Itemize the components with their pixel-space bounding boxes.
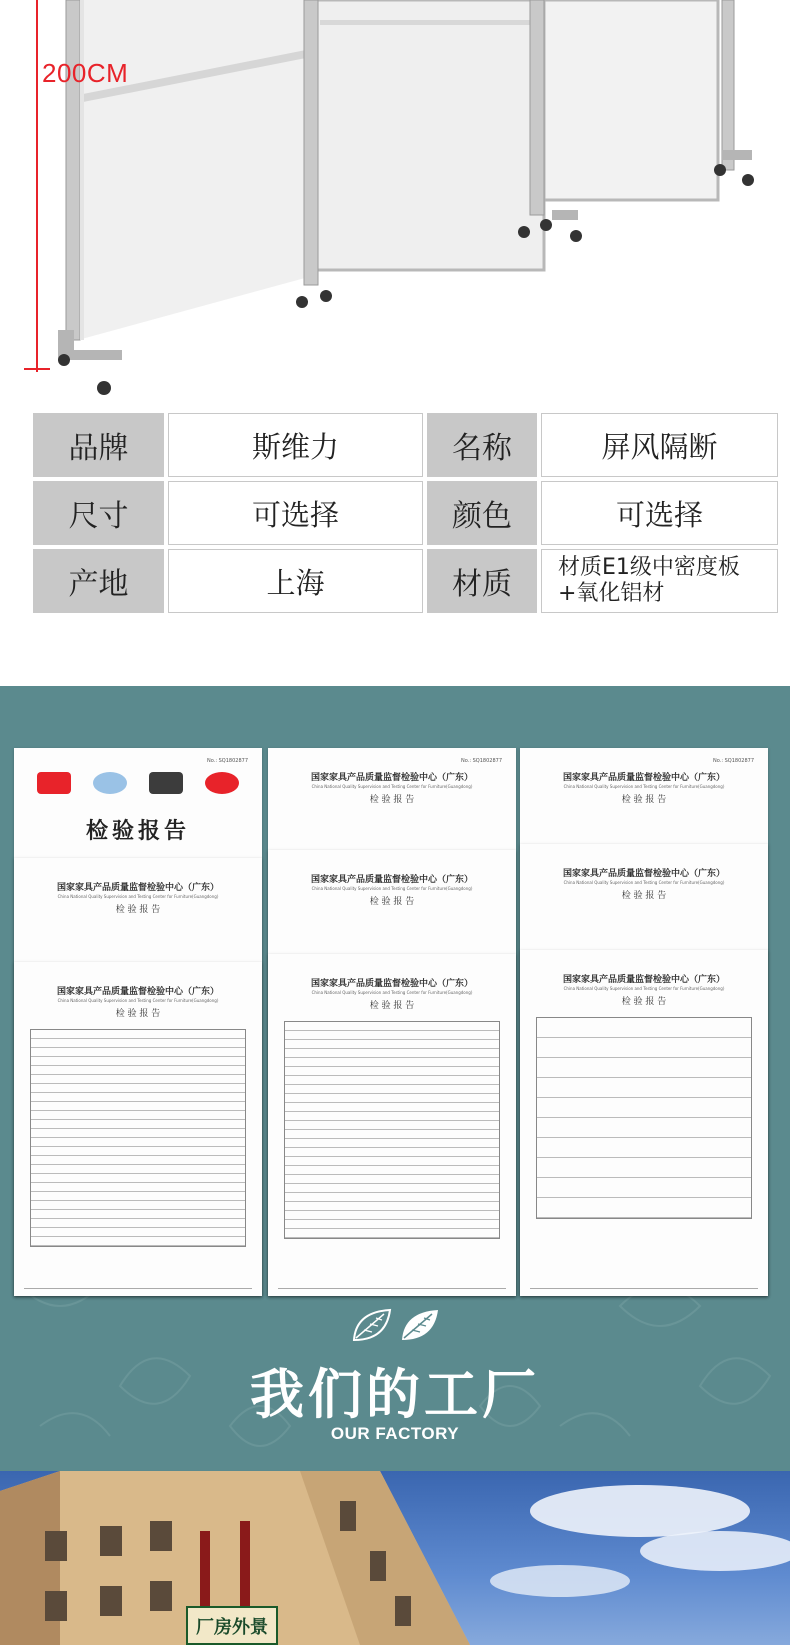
report-subtitle: 检 验 报 告 — [115, 1009, 161, 1019]
certificate-column-2 — [268, 748, 516, 1296]
factory-building-illustration — [0, 1471, 790, 1645]
report-header-en: China National Quality Supervision and Testing Center for Furniture(Guangdong) — [57, 894, 219, 899]
factory-title: 我们的工厂 — [250, 1363, 540, 1426]
report-header-en: China National Quality Supervision and Testing Center for Furniture(Guangdong) — [311, 886, 473, 891]
report-subtitle: 检 验 报 告 — [115, 905, 161, 915]
report-number: No.: SQ1802877 — [461, 758, 502, 764]
photo-caption: 厂房外景 — [186, 1606, 278, 1645]
report-header-en: China National Quality Supervision and Testing Center for Furniture(Guangdong) — [311, 784, 473, 789]
report-subtitle: 检 验 报 告 — [621, 795, 667, 805]
report-page — [268, 954, 516, 1296]
report-header: 国家家具产品质量监督检验中心（广东） — [310, 979, 473, 989]
spec-row — [33, 549, 778, 613]
cma-logo-icon — [37, 772, 71, 794]
report-header-en: China National Quality Supervision and Testing Center for Furniture(Guangdong) — [311, 990, 473, 995]
spec-key: 品牌 — [33, 413, 164, 477]
cover-title: 检验报告 — [85, 818, 190, 844]
spec-value: 屏风隔断 — [541, 413, 778, 477]
certificate-column-1 — [14, 748, 262, 1296]
cal-logo-icon — [205, 772, 239, 794]
report-subtitle: 检 验 报 告 — [369, 795, 415, 805]
report-header: 国家家具产品质量监督检验中心（广东） — [562, 975, 725, 985]
report-subtitle: 检 验 报 告 — [369, 1001, 415, 1011]
spec-table — [33, 413, 778, 617]
report-table — [536, 1017, 752, 1219]
report-header-en: China National Quality Supervision and Testing Center for Furniture(Guangdong) — [57, 998, 219, 1003]
report-subtitle: 检 验 报 告 — [621, 891, 667, 901]
leaf-icon — [350, 1306, 394, 1346]
spec-value: 可选择 — [541, 481, 778, 545]
report-header-en: China National Quality Supervision and Testing Center for Furniture(Guangdong) — [563, 880, 725, 885]
report-subtitle: 检 验 报 告 — [369, 897, 415, 907]
report-header: 国家家具产品质量监督检验中心（广东） — [310, 875, 473, 885]
dimension-label: 200CM — [42, 58, 129, 88]
report-header: 国家家具产品质量监督检验中心（广东） — [56, 883, 219, 893]
leaf-icon — [398, 1306, 442, 1346]
dimension-line — [36, 0, 38, 372]
spec-key: 材质 — [427, 549, 537, 613]
report-header-en: China National Quality Supervision and Testing Center for Furniture(Guangdong) — [563, 784, 725, 789]
factory-subtitle: OUR FACTORY — [330, 1424, 460, 1443]
report-header: 国家家具产品质量监督检验中心（广东） — [56, 987, 219, 997]
cnas-logo-icon — [149, 772, 183, 794]
report-number: No.: SQ1802877 — [713, 758, 754, 764]
spec-key: 产地 — [33, 549, 164, 613]
spec-key: 颜色 — [427, 481, 537, 545]
spec-key: 名称 — [427, 413, 537, 477]
ilac-logo-icon — [93, 772, 127, 794]
report-header: 国家家具产品质量监督检验中心（广东） — [562, 869, 725, 879]
spec-row — [33, 481, 778, 545]
report-header-en: China National Quality Supervision and Testing Center for Furniture(Guangdong) — [563, 986, 725, 991]
factory-exterior-photo — [0, 1471, 790, 1645]
report-page — [520, 950, 768, 1296]
report-page — [14, 962, 262, 1296]
spec-value: 材质E1级中密度板+氧化铝材 — [541, 549, 778, 613]
spec-key: 尺寸 — [33, 481, 164, 545]
report-table — [284, 1021, 500, 1239]
product-photo — [0, 0, 790, 400]
report-subtitle: 检 验 报 告 — [621, 997, 667, 1007]
report-header: 国家家具产品质量监督检验中心（广东） — [310, 773, 473, 783]
certification-logos — [14, 772, 262, 794]
spec-value: 上海 — [168, 549, 423, 613]
spec-value: 可选择 — [168, 481, 423, 545]
report-number: No.: SQ1802877 — [207, 758, 248, 764]
report-header: 国家家具产品质量监督检验中心（广东） — [562, 773, 725, 783]
certificate-column-3 — [520, 748, 768, 1296]
spec-row — [33, 413, 778, 477]
spec-value: 斯维力 — [168, 413, 423, 477]
report-table — [30, 1029, 246, 1247]
dimension-cap — [24, 368, 50, 370]
